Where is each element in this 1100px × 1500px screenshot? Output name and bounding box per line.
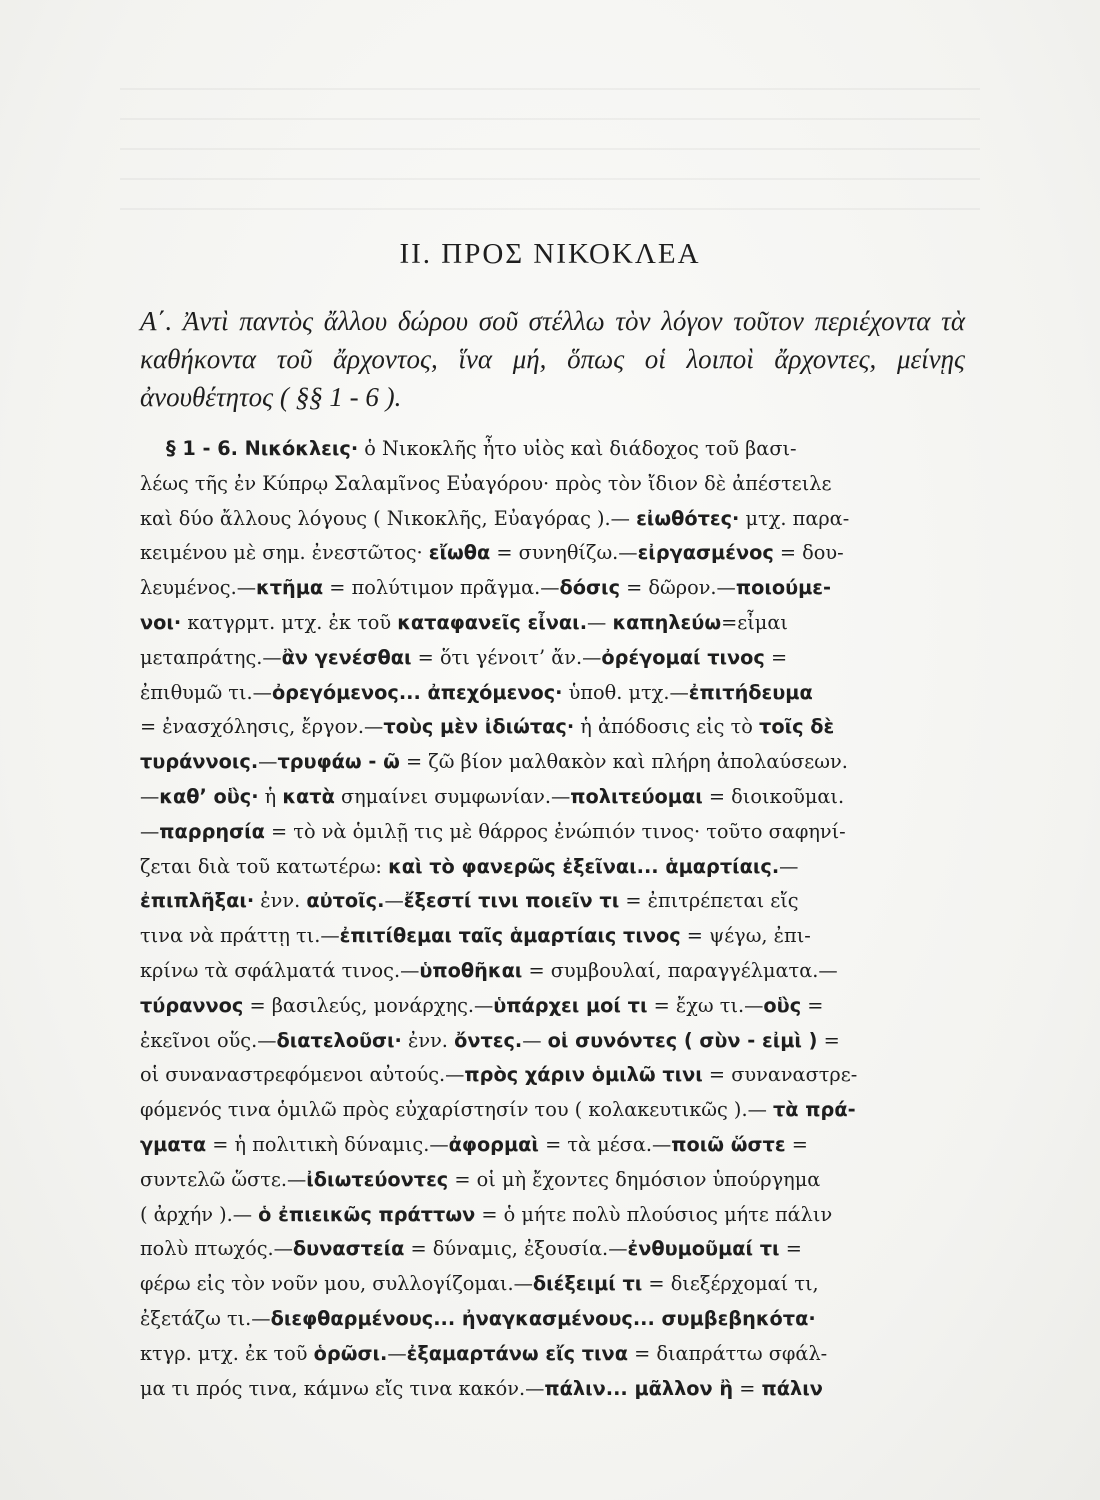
bold-term: πάλιν... μᾶλλον ἢ <box>544 1376 734 1400</box>
commentary-line <box>140 606 965 641</box>
commentary-line <box>140 571 965 606</box>
gloss-text: λευμένος.— <box>140 576 256 600</box>
gloss-text: = ἡ πολιτικὴ δύναμις.— <box>206 1132 449 1156</box>
bold-term: ὑπάρχει μοί τι <box>493 993 648 1017</box>
bold-term: ἰδιωτεύοντες <box>306 1167 449 1191</box>
bold-term: § 1 - 6. Νικόκλεις· <box>166 437 359 460</box>
section-summary: Α΄. Ἀντὶ παντὸς ἄλλου δώρου σοῦ στέλλω τὸν λόγον τοῦτον περιέχοντα τὰ καθήκοντα τοῦ ἄρχοντος, ἵνα μή, ὅπως οἱ λοιποὶ ἄρχοντες, μείνῃς ἀνουθέτητος ( §§ 1 - 6 ). <box>140 306 965 412</box>
gloss-text: ἐνν. <box>401 1028 455 1052</box>
gloss-text: = ζῶ βίον μαλθακὸν καὶ πλήρη ἀπολαύσεων. <box>399 750 848 774</box>
gloss-text: = <box>779 1237 802 1261</box>
gloss-text: = ψέγω, ἐπι- <box>680 924 811 948</box>
gloss-text: φόμενός τινα ὁμιλῶ πρὸς εὐχαρίστησίν του ( κολακευτικῶς ).— <box>140 1098 773 1122</box>
chapter-heading: ΙΙ. ΠΡΟΣ ΝΙΚΟΚΛΕΑ <box>399 238 701 270</box>
bold-term: ποιῶ ὥστε <box>671 1132 786 1156</box>
gloss-text: ἐνν. <box>254 889 307 913</box>
commentary-line <box>140 1267 965 1302</box>
commentary-line <box>140 919 965 954</box>
commentary-line <box>140 1198 965 1233</box>
bold-term: ὀρεγόμενος... ἀπεχόμενος· <box>271 680 563 704</box>
commentary-line <box>140 710 965 745</box>
bold-term: καταφανεῖς εἶναι. <box>397 610 588 634</box>
bold-term: ἔξεστί τινι ποιεῖν τι <box>403 889 620 913</box>
gloss-text: = οἱ μὴ ἔχοντες δημόσιον ὑπούργημα <box>448 1167 821 1191</box>
gloss-text: = τὰ μέσα.— <box>538 1132 672 1156</box>
bold-term: διεφθαρμένους... ἠναγκασμένους... συμβεβηκότα· <box>270 1306 816 1330</box>
gloss-text: = διοικοῦμαι. <box>702 784 845 808</box>
gloss-text: κειμένου μὲ σημ. ἐνεστῶτος· <box>140 541 429 565</box>
gloss-text: οἱ συναναστρεφόμενοι αὐτούς.— <box>140 1063 465 1087</box>
gloss-text: = ἐπιτρέπεται εἴς <box>619 889 799 913</box>
commentary-line <box>140 502 965 537</box>
gloss-text: = <box>801 993 824 1017</box>
gloss-text: = πολύτιμον πρᾶγμα.— <box>323 576 560 600</box>
gloss-text: φέρω εἰς τὸν νοῦν μου, συλλογίζομαι.— <box>140 1272 533 1296</box>
commentary-line <box>140 1302 965 1337</box>
gloss-text: — <box>384 889 404 913</box>
gloss-text: = συμβουλαί, παραγγέλματα.— <box>522 958 838 982</box>
gloss-text: = <box>764 645 788 669</box>
bold-term: ποιούμε- <box>735 576 832 600</box>
commentary-line <box>140 1163 965 1198</box>
bold-term: ἐπιτήδευμα <box>688 680 813 704</box>
gloss-text: συντελῶ ὥστε.— <box>140 1167 307 1191</box>
gloss-text: κρίνω τὰ σφάλματά τινος.— <box>140 958 420 982</box>
bold-term: κατὰ <box>282 784 335 808</box>
gloss-text: = <box>733 1376 762 1400</box>
gloss-text: = ἐνασχόλησις, ἔργον.— <box>140 715 384 739</box>
bold-term: ἂν γενέσθαι <box>281 645 412 669</box>
bold-term: ὄντες. <box>454 1028 523 1052</box>
bold-term: ἐνθυμοῦμαί τι <box>627 1237 780 1261</box>
commentary-line <box>140 954 965 989</box>
gloss-text: μα τι πρός τινα, κάμνω εἴς τινα κακόν.— <box>140 1376 545 1400</box>
gloss-text: = διεξέρχομαί τι, <box>642 1272 819 1296</box>
gloss-text: =εἶμαι <box>721 610 788 634</box>
bold-term: ἀφορμαὶ <box>448 1132 539 1156</box>
gloss-text: ( ἀρχήν ).— <box>140 1202 259 1226</box>
bold-term: εἰργασμένος <box>637 541 774 565</box>
commentary-line <box>140 641 965 676</box>
gloss-text: — <box>587 610 613 634</box>
gloss-text: — <box>140 784 160 808</box>
gloss-text: = δου- <box>773 541 844 565</box>
gloss-text: — <box>387 1341 407 1365</box>
commentary-line <box>140 676 965 711</box>
bold-term: τρυφάω - ῶ <box>277 750 400 774</box>
gloss-text: ἐκεῖνοι οὕς.— <box>140 1028 277 1052</box>
gloss-text: = βασιλεύς, μονάρχης.— <box>243 993 494 1017</box>
gloss-text: — <box>779 854 799 878</box>
gloss-text: = ὅτι γένοιτ’ ἄν.— <box>411 645 602 669</box>
bold-term: ἐξαμαρτάνω εἴς τινα <box>406 1341 628 1365</box>
gloss-text: = συναναστρε- <box>702 1063 858 1087</box>
gloss-text: = <box>785 1132 808 1156</box>
commentary-line <box>140 884 965 919</box>
gloss-text: μεταπράτης.— <box>140 645 282 669</box>
gloss-text: κατγρμτ. μτχ. ἐκ τοῦ <box>181 610 398 634</box>
bold-term: καπηλεύω <box>612 610 722 634</box>
commentary-line <box>140 467 965 502</box>
bold-term: οἱ συνόντες ( σὺν - εἰμὶ ) <box>547 1028 818 1052</box>
gloss-text: = συνηθίζω.— <box>490 541 638 565</box>
bold-term: πάλιν <box>761 1376 823 1400</box>
commentary-line <box>140 1372 965 1407</box>
gloss-text: = διαπράττω σφάλ- <box>627 1341 828 1365</box>
gloss-text: = <box>817 1028 840 1052</box>
bold-term: ἐπιπλῆξαι· <box>140 889 255 913</box>
gloss-text: ἐπιθυμῶ τι.— <box>140 680 272 704</box>
bold-term: τὰ πρά- <box>773 1098 856 1122</box>
bold-term: οὓς <box>763 993 802 1017</box>
bold-term: δόσις <box>559 576 620 600</box>
gloss-text: λέως τῆς ἐν Κύπρῳ Σαλαμῖνος Εὐαγόρου· πρὸς τὸν ἴδιον δὲ ἀπέστειλε <box>140 471 832 495</box>
bold-term: αὐτοῖς. <box>306 889 385 913</box>
bold-term: τυράννοις. <box>140 750 259 774</box>
commentary-line <box>140 1128 965 1163</box>
commentary-line <box>140 432 965 467</box>
bold-term: δυναστεία <box>292 1237 405 1261</box>
commentary-line <box>140 1337 965 1372</box>
bold-term: γματα <box>140 1132 207 1156</box>
gloss-text: = ὁ μήτε πολὺ πλούσιος μήτε πάλιν <box>475 1202 833 1226</box>
commentary-line <box>140 536 965 571</box>
gloss-text: σημαίνει συμφωνίαν.— <box>334 784 571 808</box>
commentary-line <box>140 1024 965 1059</box>
gloss-text: κτγρ. μτχ. ἐκ τοῦ <box>140 1341 314 1365</box>
gloss-text: ζεται διὰ τοῦ κατωτέρω: <box>140 854 389 878</box>
gloss-text: ὑποθ. μτχ.— <box>562 680 689 704</box>
gloss-text: — <box>522 1028 548 1052</box>
bold-term: παρρησία <box>159 819 265 843</box>
gloss-text: — <box>140 819 160 843</box>
bold-term: εἴωθα <box>428 541 491 565</box>
bold-term: νοι· <box>140 610 182 634</box>
bold-term: διατελοῦσι· <box>276 1028 402 1052</box>
gloss-text: ἡ ἀπόδοσις εἰς τὸ <box>574 715 760 739</box>
bold-term: καθ’ οὓς· <box>159 784 259 808</box>
gloss-text: — <box>258 750 278 774</box>
commentary-line <box>140 1093 965 1128</box>
commentary-line <box>140 1058 965 1093</box>
bold-term: ἐπιτίθεμαι ταῖς ἁμαρτίαις τινος <box>339 924 681 948</box>
gloss-text: ἡ <box>258 784 283 808</box>
commentary-line <box>140 745 965 780</box>
gloss-text: καὶ δύο ἄλλους λόγους ( Νικοκλῆς, Εὐαγόρας ).— <box>140 506 637 530</box>
gloss-text: = δύναμις, ἐξουσία.— <box>404 1237 628 1261</box>
gloss-text: ὁ Νικοκλῆς ἦτο υἱὸς καὶ διάδοχος τοῦ βασι- <box>358 437 797 460</box>
bold-term: ὑποθῆκαι <box>419 958 523 982</box>
bold-term: τύραννος <box>140 993 244 1017</box>
gloss-text: τινα νὰ πράττῃ τι.— <box>140 924 340 948</box>
commentary-line <box>140 850 965 885</box>
bold-term: διέξειμί τι <box>532 1272 643 1296</box>
gloss-text: = τὸ νὰ ὁμιλῇ τις μὲ θάρρος ἐνώπιόν τινος· τοῦτο σαφηνί- <box>264 819 846 843</box>
bold-term: ὁρῶσι. <box>313 1341 388 1365</box>
bold-term: πολιτεύομαι <box>570 784 703 808</box>
bleed-through-shadow <box>120 60 980 230</box>
commentary-line <box>140 989 965 1024</box>
gloss-text: = δῶρον.— <box>620 576 736 600</box>
gloss-text: μτχ. παρα- <box>739 506 850 530</box>
bold-term: πρὸς χάριν ὁμιλῶ τινι <box>464 1063 703 1087</box>
bold-term: τοῖς δὲ <box>759 715 835 739</box>
bold-term: ὀρέγομαί τινος <box>601 645 765 669</box>
bold-term: ὁ ἐπιεικῶς πράττων <box>258 1202 476 1226</box>
commentary-line <box>140 815 965 850</box>
gloss-text: πολὺ πτωχός.— <box>140 1237 293 1261</box>
bold-term: κτῆμα <box>256 576 324 600</box>
gloss-text: ἐξετάζω τι.— <box>140 1306 271 1330</box>
bold-term: καὶ τὸ φανερῶς ἐξεῖναι... ἁμαρτίαις. <box>388 854 780 878</box>
gloss-text: = ἔχω τι.— <box>647 993 764 1017</box>
commentary-line <box>140 1232 965 1267</box>
commentary-notes <box>140 432 965 1406</box>
bold-term: τοὺς μὲν ἰδιώτας· <box>383 715 575 739</box>
bold-term: εἰωθότες· <box>636 506 740 530</box>
commentary-line <box>140 780 965 815</box>
